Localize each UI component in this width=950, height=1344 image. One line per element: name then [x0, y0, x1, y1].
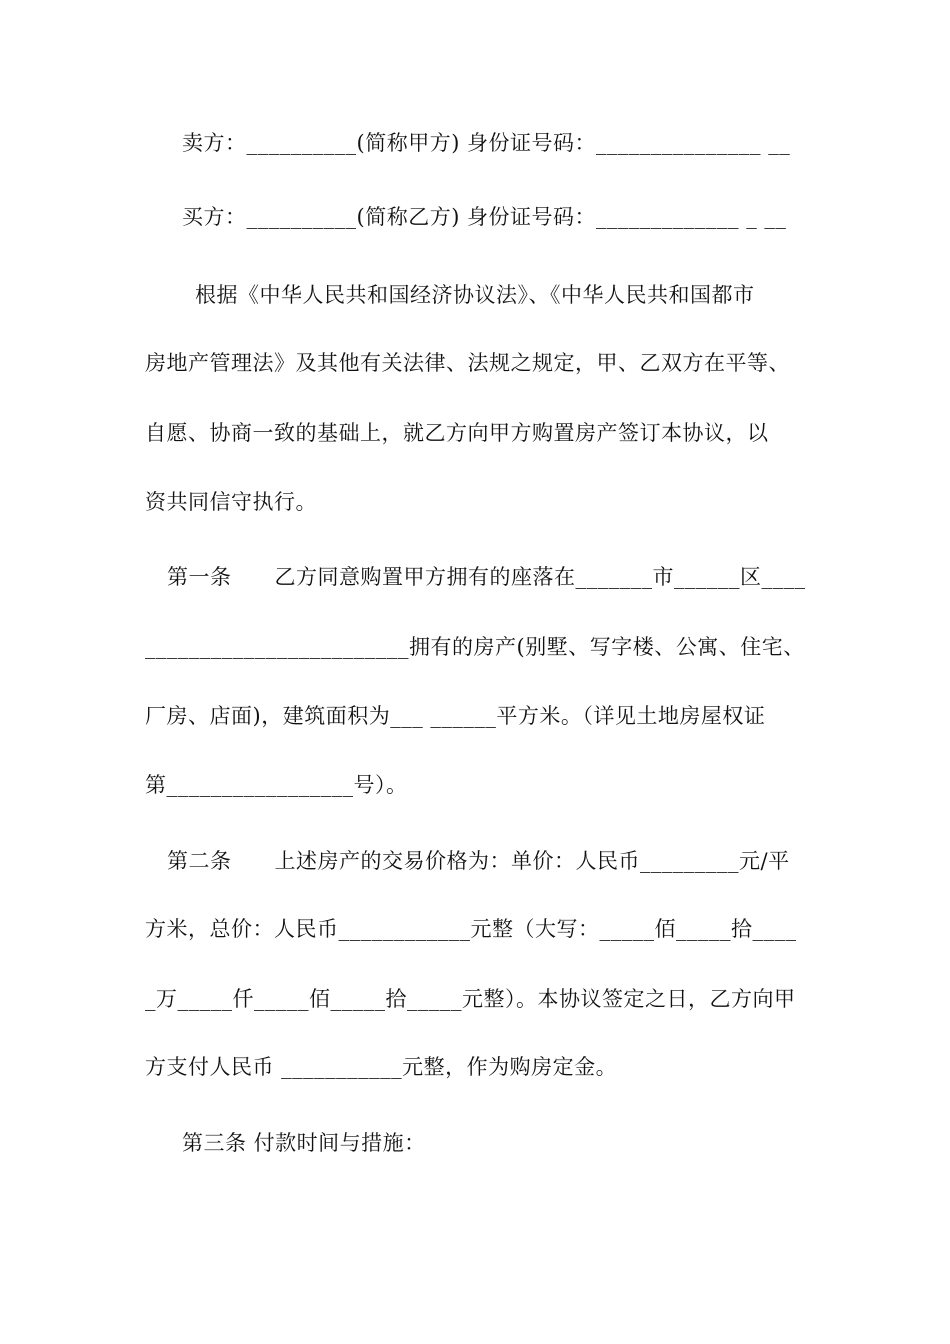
article-1-line-3: 厂房、店面)，建筑面积为___ ______平方米。（详见土地房屋权证: [145, 704, 766, 728]
preamble-line-2: 房地产管理法》及其他有关法律、法规之规定，甲、乙双方在平等、: [145, 351, 790, 375]
article-1-line-2: ________________________拥有的房产(别墅、写字楼、公寓、住宅、: [145, 635, 805, 659]
article-2-line-3: _万_____仟_____佰_____拾_____元整）。本协议签定之日，乙方向甲: [145, 987, 796, 1011]
article-2-line-2: 方米，总价：人民币____________元整（大写：_____佰_____拾____: [145, 917, 797, 941]
article-2-line-1: 第二条 上述房产的交易价格为：单价：人民币_________元/平: [167, 849, 790, 873]
article-2-line-4: 方支付人民币 ___________元整，作为购房定金。: [145, 1055, 618, 1079]
buyer-line: 买方：__________(简称乙方) 身份证号码：_____________ _ __: [182, 205, 787, 229]
preamble-line-1: 根据《中华人民共和国经济协议法》、《中华人民共和国都市: [195, 283, 755, 307]
preamble-line-3: 自愿、协商一致的基础上，就乙方向甲方购置房产签订本协议，以: [145, 421, 769, 445]
article-1-line-4: 第_________________号）。: [145, 773, 408, 797]
article-1-line-1: 第一条 乙方同意购置甲方拥有的座落在_______市______区____: [167, 565, 806, 589]
seller-line: 卖方：__________(简称甲方) 身份证号码：_______________ __: [182, 131, 791, 155]
preamble-line-4: 资共同信守执行。: [145, 490, 317, 514]
article-3-heading: 第三条 付款时间与措施：: [182, 1131, 426, 1155]
